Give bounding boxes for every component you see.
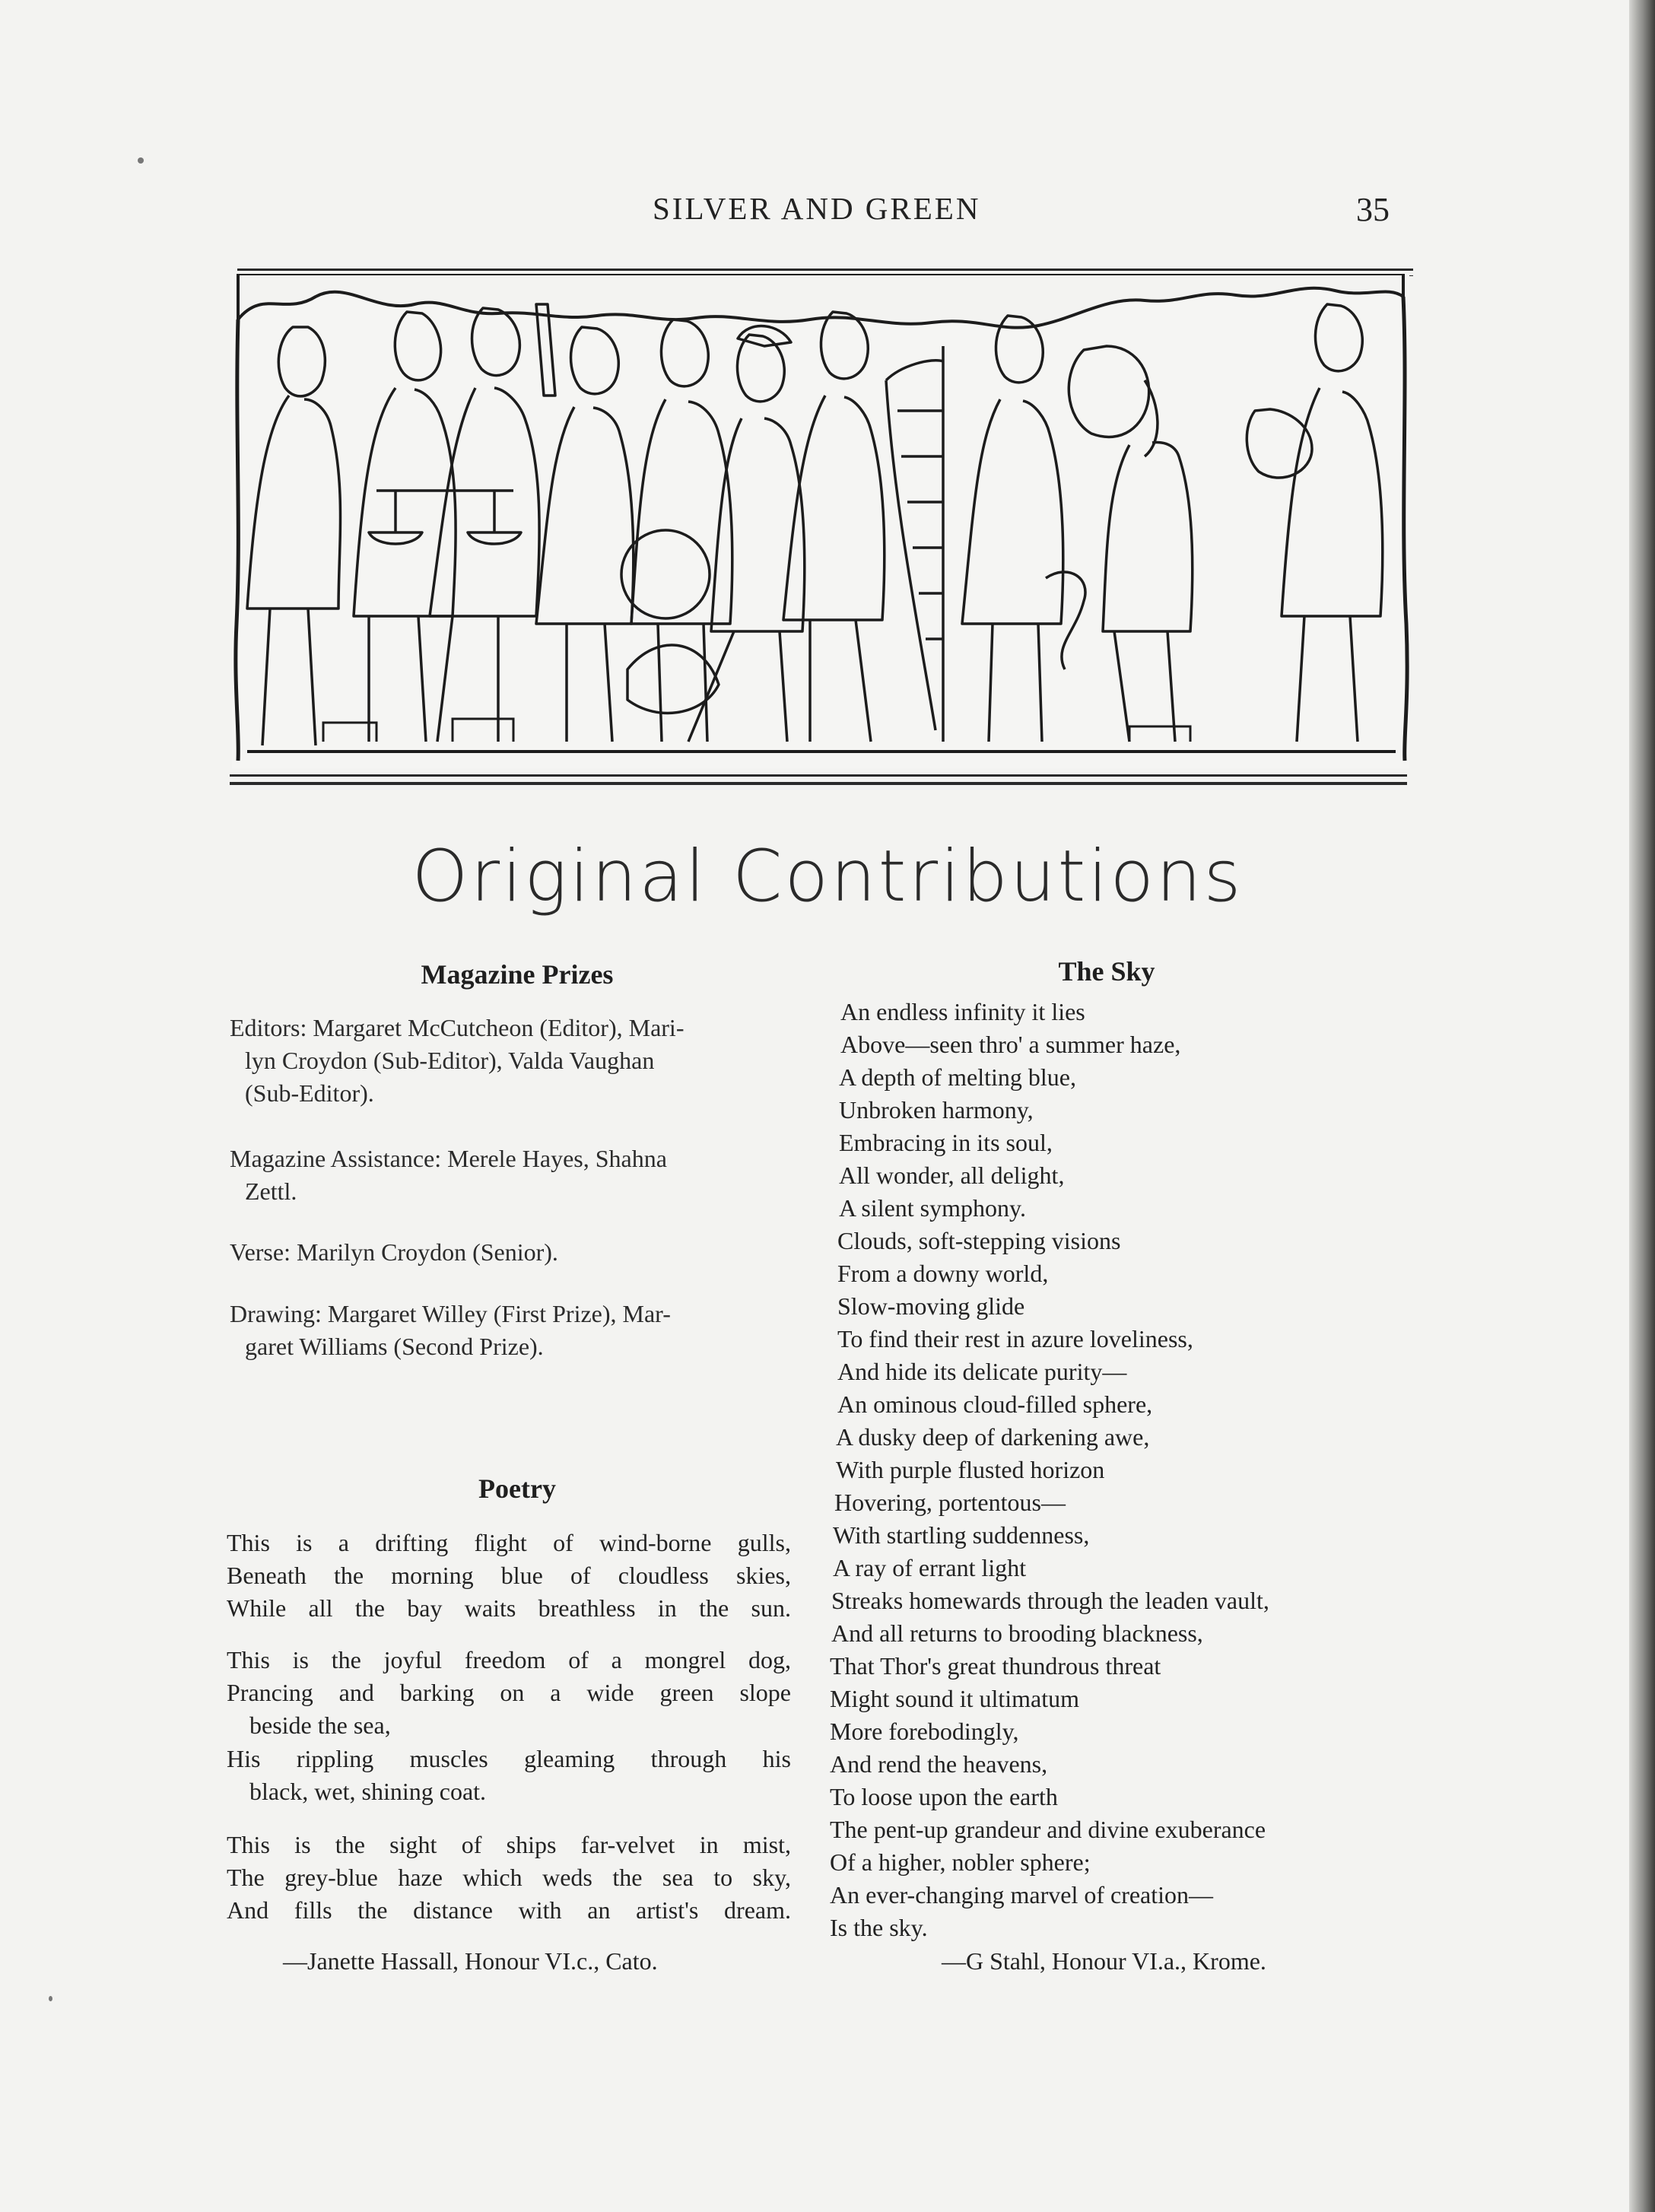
prize-entry-line: (Sub-Editor).	[245, 1079, 374, 1107]
frieze-bottom-rule	[230, 774, 1407, 777]
prize-entry-line: Magazine Assistance: Merele Hayes, Shahna	[230, 1145, 667, 1172]
poem-line: An ominous cloud-filled sphere,	[837, 1390, 1153, 1418]
paper-speck	[49, 1996, 52, 2001]
poem-line: Above—seen thro' a summer haze,	[840, 1031, 1181, 1058]
frieze-bottom-rule-2	[230, 782, 1407, 785]
prize-entry-assistance	[230, 1143, 805, 1208]
poem-line: To loose upon the earth	[830, 1783, 1058, 1810]
poem-line: A dusky deep of darkening awe,	[836, 1423, 1150, 1451]
prize-entry-line: garet Williams (Second Prize).	[245, 1333, 544, 1360]
poem-line: Streaks homewards through the leaden vault,	[831, 1587, 1269, 1614]
poem-line: This is a drifting flight of wind-borne gulls,	[227, 1529, 791, 1556]
poem-line: A depth of melting blue,	[839, 1063, 1076, 1091]
poem-line: And fills the distance with an artist's dream.	[227, 1896, 791, 1924]
poem-line: Of a higher, nobler sphere;	[830, 1848, 1091, 1876]
poem-line: Beneath the morning blue of cloudless skies,	[227, 1562, 791, 1589]
poem-line: More forebodingly,	[830, 1718, 1019, 1745]
the-sky-attribution: —G Stahl, Honour VI.a., Krome.	[942, 1947, 1266, 1975]
poem-line: Clouds, soft-stepping visions	[837, 1227, 1121, 1254]
prize-entry-line: Editors: Margaret McCutcheon (Editor), Mari-	[230, 1014, 685, 1041]
poem-line: With startling suddenness,	[833, 1521, 1090, 1549]
frieze-illustration	[232, 274, 1409, 768]
the-sky-heading: The Sky	[1058, 956, 1155, 987]
paper-speck	[138, 157, 144, 164]
prize-entry-line: Drawing: Margaret Willey (First Prize), Mar-	[230, 1300, 671, 1327]
prize-entry-line: Verse: Marilyn Croydon (Senior).	[230, 1238, 558, 1266]
prize-entry-verse	[230, 1236, 805, 1269]
running-title: SILVER AND GREEN	[653, 191, 981, 226]
page-title: Original Contributions	[411, 835, 1244, 918]
poem-line: This is the joyful freedom of a mongrel dog,	[227, 1646, 791, 1673]
magazine-prizes-heading: Magazine Prizes	[421, 959, 614, 990]
prize-entry-line: lyn Croydon (Sub-Editor), Valda Vaughan	[245, 1047, 655, 1074]
poem-line: Prancing and barking on a wide green slope	[227, 1679, 791, 1706]
poem-line: With purple flusted horizon	[836, 1456, 1105, 1483]
page-number: 35	[1356, 191, 1390, 228]
poem-line: While all the bay waits breathless in the sun.	[227, 1594, 791, 1622]
poem-line: Unbroken harmony,	[839, 1096, 1034, 1123]
poem-line: The grey-blue haze which weds the sea to sky,	[227, 1864, 791, 1891]
poem-line: An endless infinity it lies	[840, 998, 1085, 1025]
poem-line: A silent symphony.	[839, 1194, 1026, 1222]
poem-line: That Thor's great thundrous threat	[830, 1652, 1161, 1680]
poetry-heading: Poetry	[478, 1473, 556, 1504]
poem-line: From a downy world,	[837, 1260, 1049, 1287]
poem-line: All wonder, all delight,	[839, 1162, 1065, 1189]
prize-entry-line: Zettl.	[245, 1178, 297, 1205]
poem-line: Embracing in its soul,	[839, 1129, 1053, 1156]
prize-entry-drawing	[230, 1298, 805, 1363]
poem-line: His rippling muscles gleaming through his	[227, 1745, 791, 1772]
poem-line: This is the sight of ships far-velvet in mist,	[227, 1831, 791, 1858]
poem-line: And rend the heavens,	[830, 1750, 1048, 1778]
poem-line: To find their rest in azure loveliness,	[837, 1325, 1193, 1352]
poem-line: The pent-up grandeur and divine exuberance	[830, 1816, 1266, 1843]
poem-line: Hovering, portentous—	[834, 1489, 1066, 1516]
poem-line: And all returns to brooding blackness,	[831, 1619, 1203, 1647]
top-rule	[237, 269, 1413, 271]
poem-line: A ray of errant light	[833, 1554, 1027, 1581]
poetry-attribution: —Janette Hassall, Honour VI.c., Cato.	[283, 1947, 658, 1975]
poem-line: An ever-changing marvel of creation—	[830, 1881, 1214, 1908]
poem-line: Is the sky.	[830, 1914, 928, 1941]
poem-line: And hide its delicate purity—	[837, 1358, 1127, 1385]
poem-line: black, wet, shining coat.	[249, 1778, 487, 1805]
prize-entry-editors	[230, 1012, 805, 1110]
poem-line: beside the sea,	[249, 1711, 391, 1739]
poem-line: Slow-moving glide	[837, 1292, 1025, 1320]
poem-line: Might sound it ultimatum	[830, 1685, 1080, 1712]
page-edge-shadow	[1629, 0, 1655, 2212]
